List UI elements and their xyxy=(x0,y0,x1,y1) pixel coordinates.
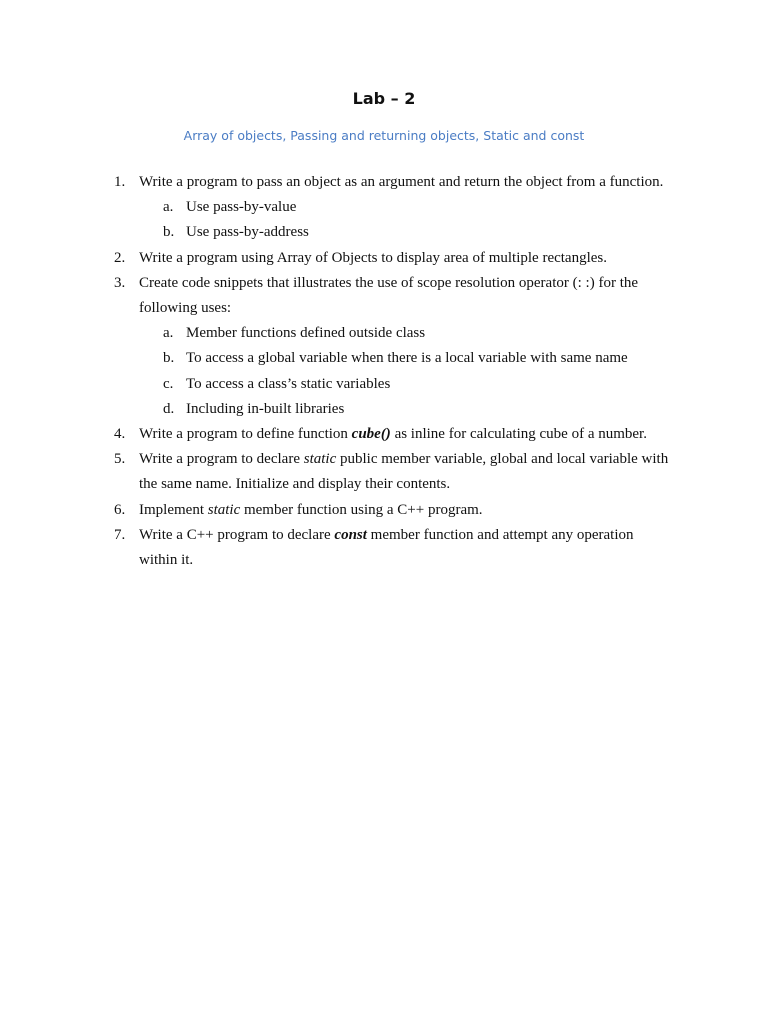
item-text: Create code snippets that illustrates the use of scope resolution operator (: :) for the following uses: xyxy=(139,274,639,317)
sub-list-item xyxy=(0,397,686,422)
item-number: 6. xyxy=(114,501,126,518)
sub-item-text: To access a class’s static variables xyxy=(186,375,391,392)
list-item xyxy=(0,422,669,447)
sub-item-letter: b. xyxy=(163,224,175,241)
item-emphasis: const xyxy=(334,526,367,543)
list-item xyxy=(0,523,669,573)
item-text-pre: Write a C++ program to declare xyxy=(139,526,335,543)
item-text-pre: Implement xyxy=(139,501,208,518)
item-number: 5. xyxy=(114,451,126,468)
sub-item-letter: b. xyxy=(163,350,175,367)
sub-item-text: Including in-built libraries xyxy=(186,400,345,417)
item-text-pre: Write a program to define function xyxy=(139,426,352,443)
item-emphasis: static xyxy=(303,451,337,468)
item-text-post: member function and attempt any operation within it. xyxy=(139,526,634,569)
list-item xyxy=(0,246,669,271)
sub-item-text: Use pass-by-address xyxy=(186,224,309,241)
sub-item-text: Use pass-by-value xyxy=(186,199,297,216)
sub-list-item xyxy=(0,195,686,220)
item-number: 1. xyxy=(114,174,126,190)
item-emphasis: cube() xyxy=(351,426,391,443)
list-item xyxy=(0,271,669,321)
item-text-post: as inline for calculating cube of a number. xyxy=(390,426,647,443)
sub-list-item xyxy=(0,346,686,371)
sub-list-item xyxy=(0,220,686,245)
item-text-post: member function using a C++ program. xyxy=(240,501,483,518)
item-number: 7. xyxy=(114,526,126,543)
page-title: Lab – 2 xyxy=(352,89,416,108)
sub-item-text: To access a global variable when there is a local variable with same name xyxy=(186,350,628,367)
sub-item-letter: d. xyxy=(163,400,175,417)
task-list xyxy=(0,170,768,573)
item-text-post: public member variable, global and local variable with the same name. Initialize and display their contents. xyxy=(139,451,669,493)
item-number: 4. xyxy=(114,426,126,443)
sub-item-letter: c. xyxy=(163,375,174,392)
sub-list-item xyxy=(0,321,686,346)
item-text: Write a program using Array of Objects to display area of multiple rectangles. xyxy=(139,249,607,266)
item-text-pre: Write a program to declare xyxy=(139,451,304,468)
list-item xyxy=(0,447,669,497)
list-item xyxy=(0,170,669,195)
sub-item-letter: a. xyxy=(163,325,174,342)
item-number: 2. xyxy=(114,249,126,266)
sub-list-item xyxy=(0,372,686,397)
sub-item-text: Member functions defined outside class xyxy=(186,325,426,342)
item-emphasis: static xyxy=(207,501,241,518)
item-text: Write a program to pass an object as an argument and return the object from a function. xyxy=(139,174,664,190)
list-item xyxy=(0,498,669,523)
item-number: 3. xyxy=(114,274,126,291)
page-subtitle: Array of objects, Passing and returning objects, Static and const xyxy=(183,128,585,143)
sub-item-letter: a. xyxy=(163,199,174,216)
